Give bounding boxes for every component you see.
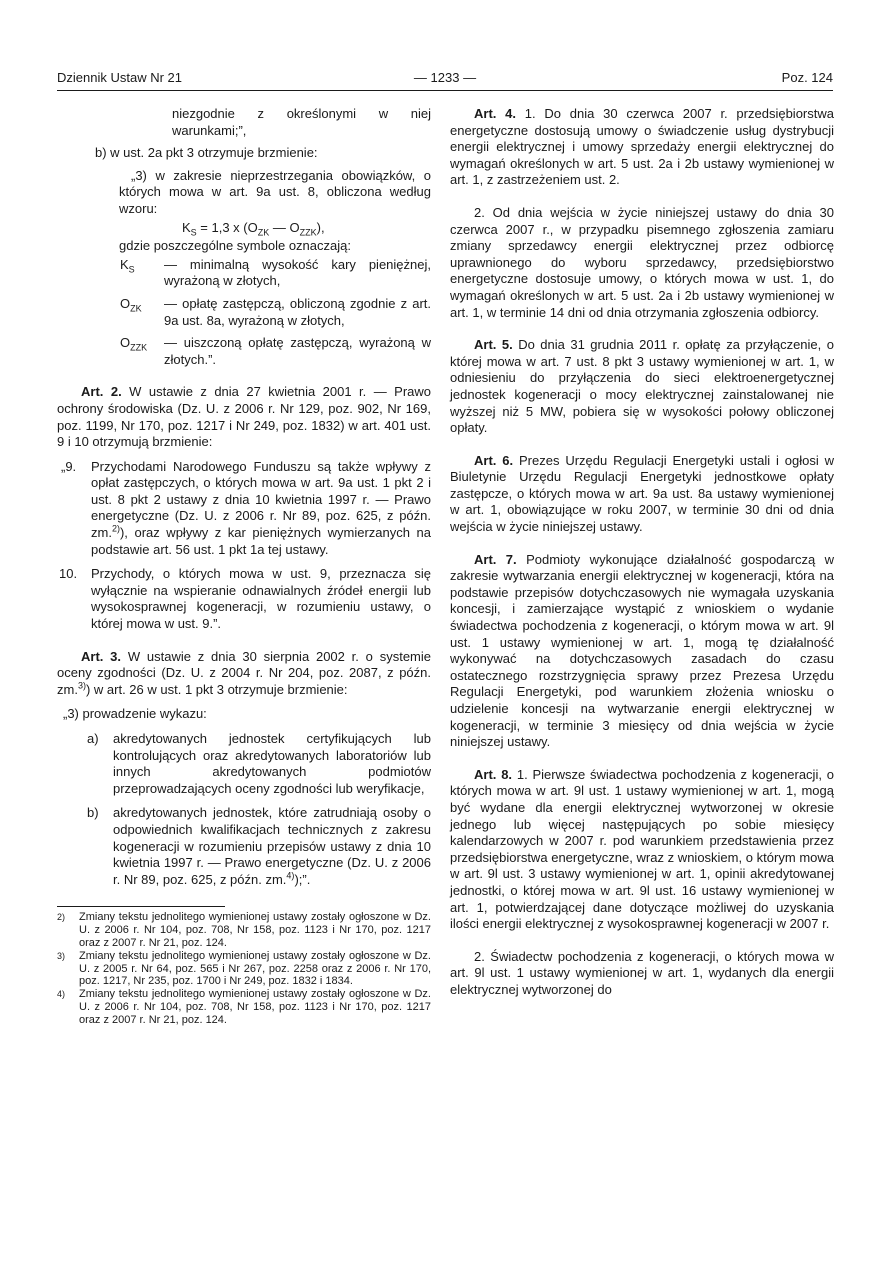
symbol-desc: — opłatę zastępczą, obliczoną zgodnie z art. 9a ust. 8a, wyrażoną w złotych, xyxy=(164,295,431,328)
article-2-label: Art. 2. xyxy=(81,384,122,400)
item-a xyxy=(87,731,431,797)
footnote xyxy=(57,911,431,949)
symbols-intro: gdzie poszczególne symbole oznaczają: xyxy=(119,238,351,254)
item-10-num: 10. xyxy=(59,566,78,582)
article-4-label: Art. 4. xyxy=(474,106,516,121)
item-b xyxy=(87,805,431,888)
amendment-item-3: „3) w zakresie nieprzestrzegania obowiązków, o których mowa w art. 9a ust. 8, obliczona według wzoru: xyxy=(119,167,431,216)
amendment-tail: niezgodnie z określonymi w niej warunkami;”, xyxy=(172,106,431,138)
item-9-num: „9. xyxy=(61,458,77,474)
footnote-text: Zmiany tekstu jednolitego wymienionej ustawy zostały ogłoszone w Dz. U. z 2005 r. Nr 64, poz. 565 i Nr 267, poz. 2258 oraz z 2006 r. Nr 170, poz. 1217, Nr 235, poz. 1700 i Nr 249, poz. 1832 i 1834. xyxy=(79,949,431,988)
article-7: Art. 7. Podmioty wykonujące działalność gospodarczą w zakresie wytwarzania energii elektrycznej w kogeneracji, która na podstawie przepisów dotychczasowych nie wymagała uzyskania koncesji, i zamierzające wystąpić z wnioskiem o wydanie świadectwa pochodzenia z kogeneracji, o którym mowa w art. 9l ust. 1 ustawy wymienionej w art. 1, mogą tę działalność wykonywać na dotychczasowych zasadach do czasu ostatecznego rozstrzygnięcia sprawy przez Prezesa Urzędu Regulacji Energetyki, pod warunkiem złożenia wniosku o udzielenie koncesji na wytwarzanie energii elektrycznej w kogeneracji, w terminie 3 miesięcy od dnia wejścia w życie niniejszej ustawy. xyxy=(450,551,834,750)
footnote-ref: 4) xyxy=(286,870,295,881)
article-4-p2: 2. Od dnia wejścia w życie niniejszej ustawy do dnia 30 czerwca 2007 r., w przypadku pisemnego zgłoszenia zamiaru zmiany sprzedawcy energii elektrycznej przez odbiorcę uprawnionego do wyboru sprzedawcy, przedsiębiorstwo energetyczne dostosuje umowy, o których mowa w ust. 1, do wymagań określonych w art. 5 ust. 2a i 2b ustawy wymienionej w art. 1, w terminie 14 dni od dnia otrzymania zgłoszenia odbiorcy. xyxy=(450,204,834,320)
symbol-row xyxy=(120,296,431,329)
article-3-label: Art. 3. xyxy=(81,648,122,664)
item-9 xyxy=(61,459,431,559)
article-5: Art. 5. Do dnia 31 grudnia 2011 r. opłatę za przyłączenie, o której mowa w art. 7 ust. 8 pkt 3 ustawy wymienionej w art. 1, w odniesieniu do przyłączenia do sieci elektroenergetycznej jednostek kogeneracji o mocy elektrycznej zainstalowanej nie wyższej niż 5 MW, pobiera się w wysokości połowy obliczonej opłaty. xyxy=(450,337,834,436)
item-a-text: akredytowanych jednostek certyfikujących lub kontrolujących oraz akredytowanych laboratoriów lub innych akredytowanych podmiotów przeprowadzających oceny zgodności lub weryfikacje, xyxy=(113,731,431,796)
article-8-p2: 2. Świadectw pochodzenia z kogeneracji, o których mowa w art. 9l ust. 1 ustawy wymienionej w art. 1, wydanych dla energii elektrycznej wytworzonej do xyxy=(450,948,834,997)
footnote-text: Zmiany tekstu jednolitego wymienionej ustawy zostały ogłoszone w Dz. U. z 2006 r. Nr 104, poz. 708, Nr 158, poz. 1123 i Nr 170, poz. 1217 oraz z 2007 r. Nr 21, poz. 124. xyxy=(79,911,431,949)
left-column xyxy=(57,106,431,1027)
footnote-num: 4) xyxy=(57,989,66,1000)
article-3: Art. 3. W ustawie z dnia 30 sierpnia 2002 r. o systemie oceny zgodności (Dz. U. z 2004 r. Nr 204, poz. 2087, z późn. zm.$^{3)}$) w art. 26 w ust. 1 pkt 3 otrzymuje brzmienie: xyxy=(57,648,431,697)
footnote-num: 2) xyxy=(57,912,66,923)
right-column xyxy=(450,106,834,999)
footnote-rule xyxy=(57,906,225,907)
footnote-text: Zmiany tekstu jednolitego wymienionej ustawy zostały ogłoszone w Dz. U. z 2006 r. Nr 104, poz. 708, Nr 158, poz. 1123 i Nr 170, poz. 1217 oraz z 2007 r. Nr 21, poz. 124. xyxy=(79,988,431,1026)
symbol-row xyxy=(120,257,431,290)
footnote xyxy=(57,988,431,1026)
article-8-label: Art. 8. xyxy=(474,766,513,782)
symbol-ozzk: $O_{ZZK}$ xyxy=(120,335,148,353)
item-a-num: a) xyxy=(87,731,99,746)
article-3-item: „3) prowadzenie wykazu: xyxy=(63,706,207,722)
footnote-num: 3) xyxy=(57,950,66,961)
article-2 xyxy=(57,384,431,450)
item-b-num: b) xyxy=(87,805,99,821)
page-header xyxy=(57,70,833,88)
footnote-ref: 3) xyxy=(77,680,86,691)
journal-title: Dziennik Ustaw Nr 21 xyxy=(57,70,182,85)
symbol-ks: $K_S$ xyxy=(120,256,135,275)
formula: $K_S = 1,3$ x ($O_{ZK}$ — $O_{ZZK}$), xyxy=(182,219,325,238)
article-8-p1: Art. 8. 1. Pierwsze świadectwa pochodzenia z kogeneracji, o których mowa w art. 9l ust. 1 ustawy wymienionej w art. 1, mogą być wydane dla energii elektrycznej wytworzonej w okresie jednego lub więcej następujących po sobie miesięcy kalendarzowych w 2007 r. pod warunkiem przedstawienia przez przedsiębiorstwa energetyczne, wraz z wnioskiem, o którym mowa w art. 9l ust. 3 ustawy wymienionej w art. 1, opinii akredytowanej jednostki, o której mowa w art. 9l ust. 16 ustawy wymienionej w art. 1, potwierdzającej dane dotyczące możliwej do uzyskania ilości energii elektrycznej z wysokosprawnej kogeneracji w 2007 r. xyxy=(450,766,834,932)
footnote-ref: 2) xyxy=(111,523,120,534)
symbol-desc: — minimalną wysokość kary pieniężnej, wyrażoną w złotych, xyxy=(164,256,431,289)
page-number: — 1233 — xyxy=(413,70,477,85)
item-b-text: akredytowanych jednostek, które zatrudniają osoby o odpowiednich kwalifikacjach technicznych z zakresu kogeneracji w rozumieniu przepisów ustawy z dnia 10 kwietnia 1997 r. — Prawo energetyczne (Dz. U. z 2006 r. Nr 89, poz. 625, z późn. zm.$^{4)}$);”. xyxy=(113,805,431,887)
article-6: Art. 6. Prezes Urzędu Regulacji Energetyki ustali i ogłosi w Biuletynie Urzędu Regulacji Energetyki jednostkowe opłaty zastępcze, o których mowa w art. 9a ust. 8a ustawy wymienionej w art. 1, obowiązujące w roku 2007, w terminie 30 dni od dnia wejścia w życie niniejszej ustawy. xyxy=(450,452,834,535)
symbol-ozk: $O_{ZK}$ xyxy=(120,295,142,314)
amendment-b: b) w ust. 2a pkt 3 otrzymuje brzmienie: xyxy=(95,145,318,161)
footnote xyxy=(57,950,431,988)
header-rule xyxy=(57,90,833,91)
symbol-desc: — uiszczoną opłatę zastępczą, wyrażoną w złotych.”. xyxy=(164,335,431,367)
item-9-text: Przychodami Narodowego Funduszu są także wpływy z opłat zastępczych, o których mowa w art. 9a ust. 1 pkt 2 i ust. 8 pkt 2 ustawy z dnia 10 kwietnia 1997 r. — Prawo energetyczne (Dz. U. z 2006 r. Nr 89, poz. 625, z późn. zm.$^{2)}$), oraz wpływy z kar pieniężnych wymierzanych na podstawie art. 56 ust. 1 pkt 1a tej ustawy. xyxy=(91,458,431,557)
article-6-label: Art. 6. xyxy=(474,452,514,468)
article-5-label: Art. 5. xyxy=(474,337,513,353)
article-4-p1: Art. 4. 1. Do dnia 30 czerwca 2007 r. przedsiębiorstwa energetyczne dostosują umowy o świadczenie usług dystrybucji energii elektrycznej i umowy sprzedaży energii elektrycznej do wymagań określonych w art. 5 ust. 2a i 2b ustawy wymienionej w art. 1, z zastrzeżeniem ust. 2. xyxy=(450,106,834,188)
item-10-text: Przychody, o których mowa w ust. 9, przeznacza się wyłącznie na wspieranie odnawialnych źródeł energii lub wysokosprawnej kogeneracji, w rozumieniu ustawy, o której mowa w ust. 9.”. xyxy=(91,566,431,632)
position-number: Poz. 124 xyxy=(781,70,833,85)
symbol-row xyxy=(120,335,431,368)
article-7-label: Art. 7. xyxy=(474,551,517,567)
item-10 xyxy=(59,566,431,632)
article-2-text: W ustawie z dnia 27 kwietnia 2001 r. — Prawo ochrony środowiska (Dz. U. z 2006 r. Nr 129, poz. 902, Nr 169, poz. 1199, Nr 170, poz. 1217 i Nr 249, poz. 1832) w art. 401 ust. 9 i 10 otrzymują brzmienie: xyxy=(57,384,431,450)
